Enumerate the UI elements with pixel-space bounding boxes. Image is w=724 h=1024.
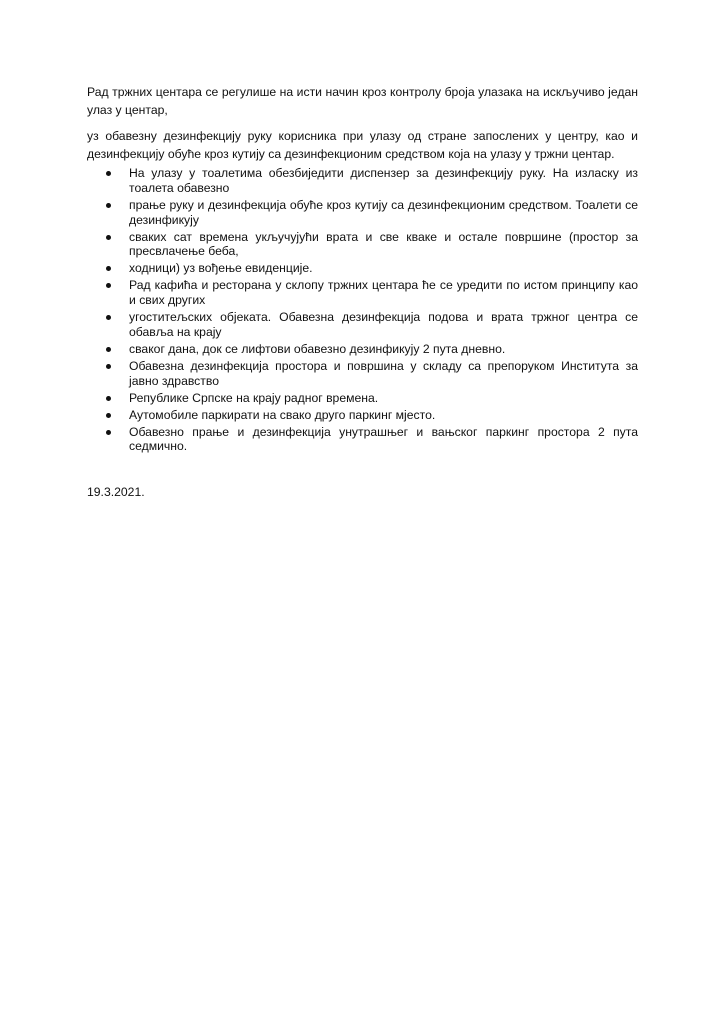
list-item-text: сваког дана, док се лифтови обавезно дезинфикују 2 пута дневно. [129,341,506,356]
bullet-icon [106,283,111,288]
bullet-icon [106,235,111,240]
list-item-text: ходници) уз вођење евиденције. [129,261,313,276]
bullet-icon [106,413,111,418]
paragraph-entrance-control: Рад тржних центара се регулише на исти начин кроз контролу броја улазака на искључиво један улаз у центар, [87,85,638,117]
bullet-icon [106,203,111,208]
document-date: 19.3.2021. [87,485,145,499]
list-item [87,342,638,357]
list-item-text: прање руку и дезинфекција обуће кроз кутију са дезинфекционим средством. Тоалети се дезинфикују [129,197,638,227]
paragraph-hand-disinfection: уз обавезну дезинфекцију руку корисника при улазу од стране запослених у центру, као и дезинфекцију обуће кроз кутију са дезинфекционим средством која на улазу у тржни центар. [87,129,638,161]
list-item-text: Обавезна дезинфекција простора и површина у складу са препоруком Института за јавно здравство [129,358,638,388]
list-item-text: сваких сат времена укључујући врата и све кваке и остале површине (простор за пресвлачење беба, [129,229,638,259]
list-item [87,391,638,406]
list-item-text: Обавезно прање и дезинфекција унутрашњег и вањског паркинг простора 2 пута седмично. [129,424,638,454]
bullet-icon [106,364,111,369]
list-item-text: Рад кафића и ресторана у склопу тржних центара ће се уредити по истом принципу као и свих других [129,278,638,308]
bullet-icon [106,396,111,401]
bullet-icon [106,430,111,435]
bullet-icon [106,266,111,271]
list-item [87,278,638,308]
list-item [87,310,638,340]
measures-list [87,166,638,456]
list-item [87,261,638,276]
list-item-text: угоститељских објеката. Обавезна дезинфекција подова и врата тржног центра се обавља на крају [129,310,638,339]
bullet-icon [106,171,111,176]
list-item [87,198,638,228]
list-item-text: На улазу у тоалетима обезбиједити диспензер за дезинфекцију руку. На изласку из тоалета обавезно [129,166,638,195]
list-item [87,408,638,423]
list-item-text: Аутомобиле паркирати на свако друго паркинг мјесто. [129,407,436,422]
bullet-icon [106,315,111,320]
list-item [87,230,638,260]
list-item [87,166,638,196]
list-item [87,359,638,389]
list-item [87,425,638,455]
list-item-text: Републике Српске на крају радног времена. [129,390,379,405]
bullet-icon [106,347,111,352]
